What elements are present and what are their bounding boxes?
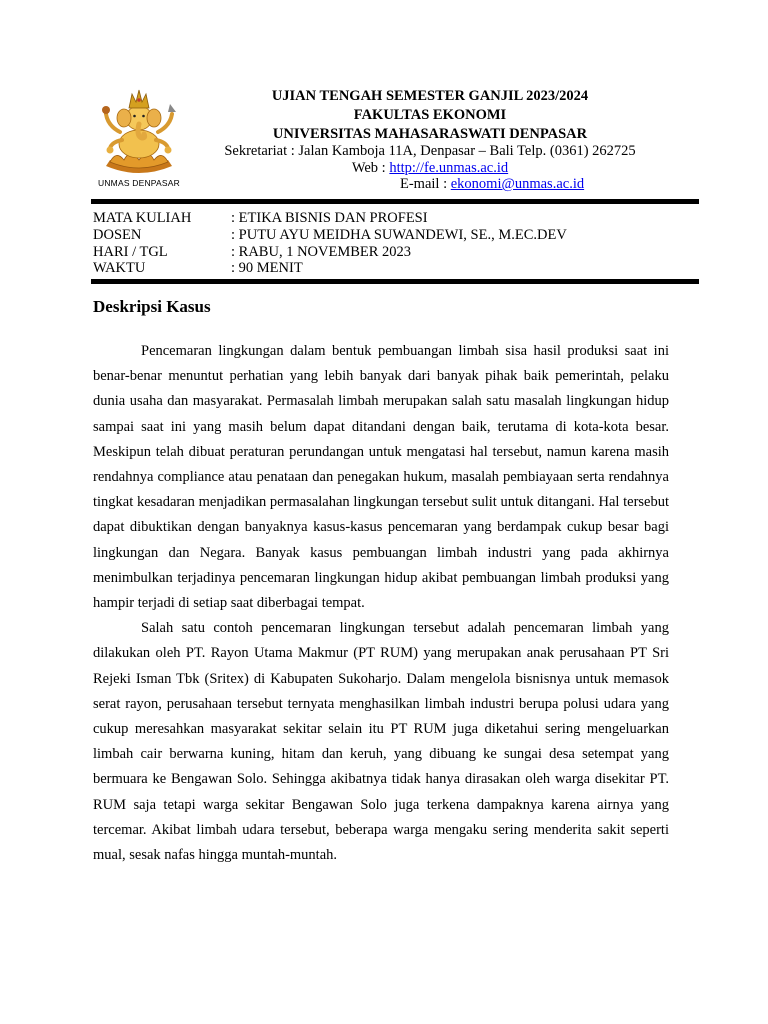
info-label: WAKTU	[93, 260, 146, 276]
info-value: : RABU, 1 NOVEMBER 2023	[231, 244, 412, 260]
info-row-course	[93, 210, 428, 227]
info-value: : ETIKA BISNIS DAN PROFESI	[231, 210, 428, 226]
address-line: Sekretariat : Jalan Kamboja 11A, Denpasar – Bali Telp. (0361) 262725	[224, 143, 636, 159]
logo-caption: UNMAS DENPASAR	[98, 178, 180, 188]
info-label: DOSEN	[93, 227, 142, 243]
email-label: E-mail :	[400, 176, 451, 192]
ganesha-emblem-icon	[96, 82, 182, 178]
email-link[interactable]: ekonomi@unmas.ac.id	[450, 176, 585, 192]
faculty-name: FAKULTAS EKONOMI	[353, 107, 507, 123]
section-title: Deskripsi Kasus	[93, 297, 211, 316]
info-row-time	[93, 260, 303, 277]
info-label: HARI / TGL	[93, 244, 168, 260]
paragraph: Salah satu contoh pencemaran lingkungan tersebut adalah pencemaran limbah yang dilakukan oleh PT. Rayon Utama Makmur (PT RUM) yang merupakan anak perusahaan PT Sri Rejeki Isman Tbk (Sritex) di Kabupaten Sukoharjo. Dalam mengelola bisnisnya untuk memasok serat rayon, perusahaan tersebut ternyata menghasilkan limbah industri berupa polusi udara yang cukup meresahkan masyarakat sekitar selain itu PT RUM juga diketahui sering mengeluarkan limbah cair berwarna kuning, hitam dan keruh, yang dibuang ke sungai desa setempat yang bermuara ke Bengawan Solo. Sehingga akibatnya tidak hanya dirasakan oleh warga disekitar PT. RUM saja tetapi warga sekitar Bengawan Solo juga terkena dampaknya karena airnya yang tercemar. Akibat limbah udara tersebut, beberapa warga mengaku sering menderita sakit seperti mual, sesak nafas hingga muntah-muntah.	[93, 620, 669, 864]
exam-title: UJIAN TENGAH SEMESTER GANJIL 2023/2024	[271, 88, 589, 104]
web-label: Web :	[351, 160, 390, 176]
case-description	[93, 339, 669, 868]
web-line	[208, 160, 652, 177]
bottom-divider	[91, 279, 699, 284]
info-value: : PUTU AYU MEIDHA SUWANDEWI, SE., M.EC.DEV	[231, 227, 567, 243]
web-link[interactable]: http://fe.unmas.ac.id	[389, 160, 509, 176]
info-row-lecturer	[93, 227, 567, 244]
university-name: UNIVERSITAS MAHASARASWATI DENPASAR	[272, 126, 588, 142]
info-row-date	[93, 244, 411, 261]
info-label: MATA KULIAH	[93, 210, 192, 226]
top-divider	[91, 199, 699, 204]
paragraph: Pencemaran lingkungan dalam bentuk pembuangan limbah sisa hasil produksi saat ini benar-benar menuntut perhatian yang lebih banyak dari banyak pihak baik pemerintah, pelaku dunia usaha dan masyarakat. Permasalah limbah merupakan salah satu masalah lingkungan hidup sampai saat ini yang masih belum dapat ditandani dengan baik, terutama di kota-kota besar. Meskipun telah dibuat peraturan perundangan untuk mengatasi hal tersebut, namun karena masih rendahnya compliance atau penataan dan penegakan hukum, masalah pembiayaan serta rendahnya tingkat kesadaran menjadikan permasalahan lingkungan tersebut sulit untuk ditangani. Hal tersebut dapat dibuktikan dengan banyaknya kasus-kasus pencemaran yang berdampak cukup besar bagi lingkungan dan Negara. Banyak kasus pembuangan limbah industri yang pada akhirnya menimbulkan terjadinya pencemaran lingkungan hidup akibat pembuangan limbah produksi yang hampir terjadi di setiap saat diberbagai tempat.	[93, 343, 669, 612]
email-line	[400, 176, 584, 193]
info-value: : 90 MENIT	[231, 260, 303, 276]
university-logo	[96, 82, 182, 194]
